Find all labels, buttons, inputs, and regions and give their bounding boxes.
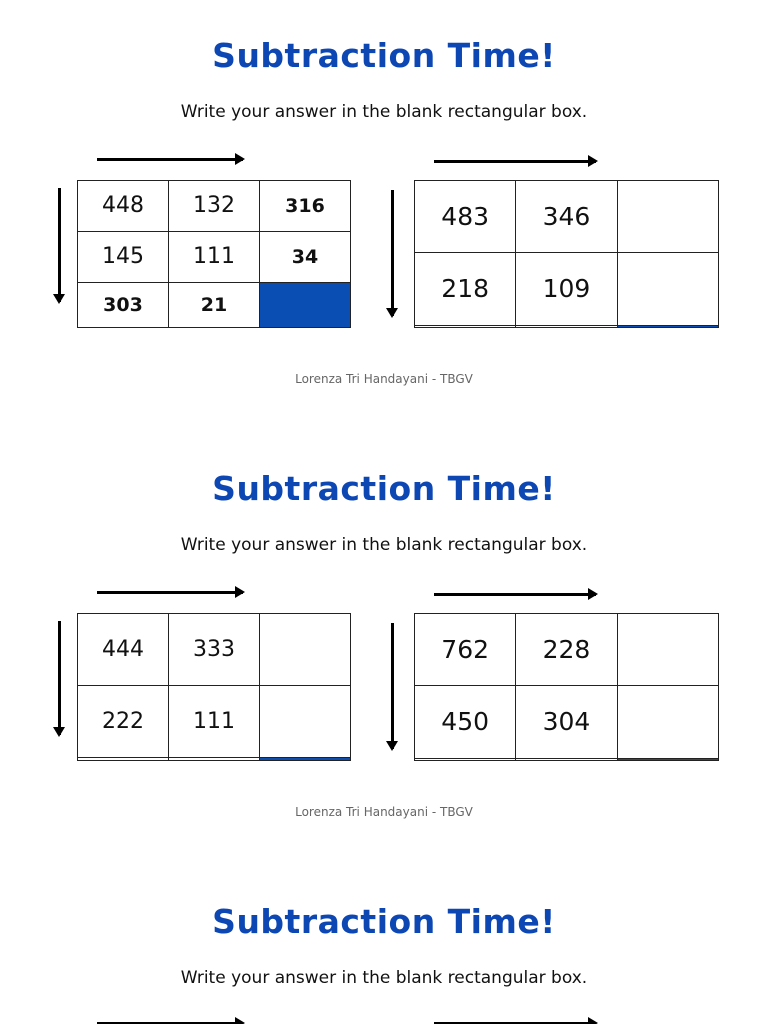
worksheet-section-1 <box>0 0 768 433</box>
grid-row <box>415 253 719 325</box>
answer-box-blank[interactable] <box>516 758 617 760</box>
answer-box-blank[interactable] <box>516 325 617 327</box>
subtraction-grid-left <box>77 613 351 761</box>
author-credit: Lorenza Tri Handayani - TBGV <box>295 805 473 819</box>
number-cell: 218 <box>415 253 516 325</box>
author-credit: Lorenza Tri Handayani - TBGV <box>295 372 473 386</box>
answer-box-blank[interactable] <box>415 758 516 760</box>
answer-box-blank[interactable] <box>617 686 718 758</box>
worksheet-title: Subtraction Time! <box>212 469 556 508</box>
number-cell: 762 <box>415 614 516 686</box>
number-cell: 109 <box>516 253 617 325</box>
number-cell: 34 <box>260 231 351 282</box>
down-arrow-icon <box>391 623 394 749</box>
grid-row <box>78 282 351 327</box>
number-cell: 111 <box>169 231 260 282</box>
grid-row <box>415 686 719 758</box>
worksheet-title: Subtraction Time! <box>212 36 556 75</box>
number-cell: 448 <box>78 181 169 232</box>
grid-row <box>78 758 351 761</box>
grid-row <box>78 614 351 686</box>
worksheet-instruction: Write your answer in the blank rectangular box. <box>180 102 588 122</box>
number-cell: 444 <box>78 614 169 686</box>
answer-box-blank[interactable] <box>260 686 351 758</box>
grid-row <box>415 325 719 327</box>
number-cell: 21 <box>169 282 260 327</box>
answer-box-filled <box>260 758 351 761</box>
answer-box-filled <box>260 282 351 327</box>
number-cell: 450 <box>415 686 516 758</box>
answer-box-blank[interactable] <box>260 614 351 686</box>
grid-row <box>415 181 719 253</box>
subtraction-grid-left <box>77 180 351 328</box>
number-cell: 304 <box>516 686 617 758</box>
number-cell: 145 <box>78 231 169 282</box>
number-cell: 111 <box>169 686 260 758</box>
worksheet-section-2 <box>0 433 768 866</box>
grid-row <box>78 686 351 758</box>
worksheet-title: Subtraction Time! <box>212 902 556 941</box>
down-arrow-icon <box>391 190 394 316</box>
right-arrow-icon <box>97 591 243 594</box>
number-cell: 228 <box>516 614 617 686</box>
answer-box-blank[interactable] <box>617 181 718 253</box>
down-arrow-icon <box>58 188 61 302</box>
subtraction-grid-right <box>414 180 719 328</box>
worksheet-section-3 <box>0 866 768 1024</box>
answer-box-blank[interactable] <box>617 614 718 686</box>
answer-box-filled <box>617 325 718 327</box>
number-cell: 346 <box>516 181 617 253</box>
grid-row <box>415 614 719 686</box>
right-arrow-icon <box>97 158 243 161</box>
answer-box-blank[interactable] <box>78 758 169 761</box>
answer-box-blank[interactable] <box>415 325 516 327</box>
number-cell: 303 <box>78 282 169 327</box>
grid-row <box>415 758 719 760</box>
answer-box-blank[interactable] <box>169 758 260 761</box>
worksheet-instruction: Write your answer in the blank rectangular box. <box>180 968 588 988</box>
number-cell: 333 <box>169 614 260 686</box>
grid-row <box>78 181 351 232</box>
number-cell: 316 <box>260 181 351 232</box>
right-arrow-icon <box>434 593 596 596</box>
down-arrow-icon <box>58 621 61 735</box>
answer-box-filled <box>617 758 718 760</box>
right-arrow-icon <box>434 160 596 163</box>
number-cell: 222 <box>78 686 169 758</box>
grid-row <box>78 231 351 282</box>
number-cell: 132 <box>169 181 260 232</box>
subtraction-grid-right <box>414 613 719 761</box>
number-cell: 483 <box>415 181 516 253</box>
answer-box-blank[interactable] <box>617 253 718 325</box>
worksheet-instruction: Write your answer in the blank rectangular box. <box>180 535 588 555</box>
